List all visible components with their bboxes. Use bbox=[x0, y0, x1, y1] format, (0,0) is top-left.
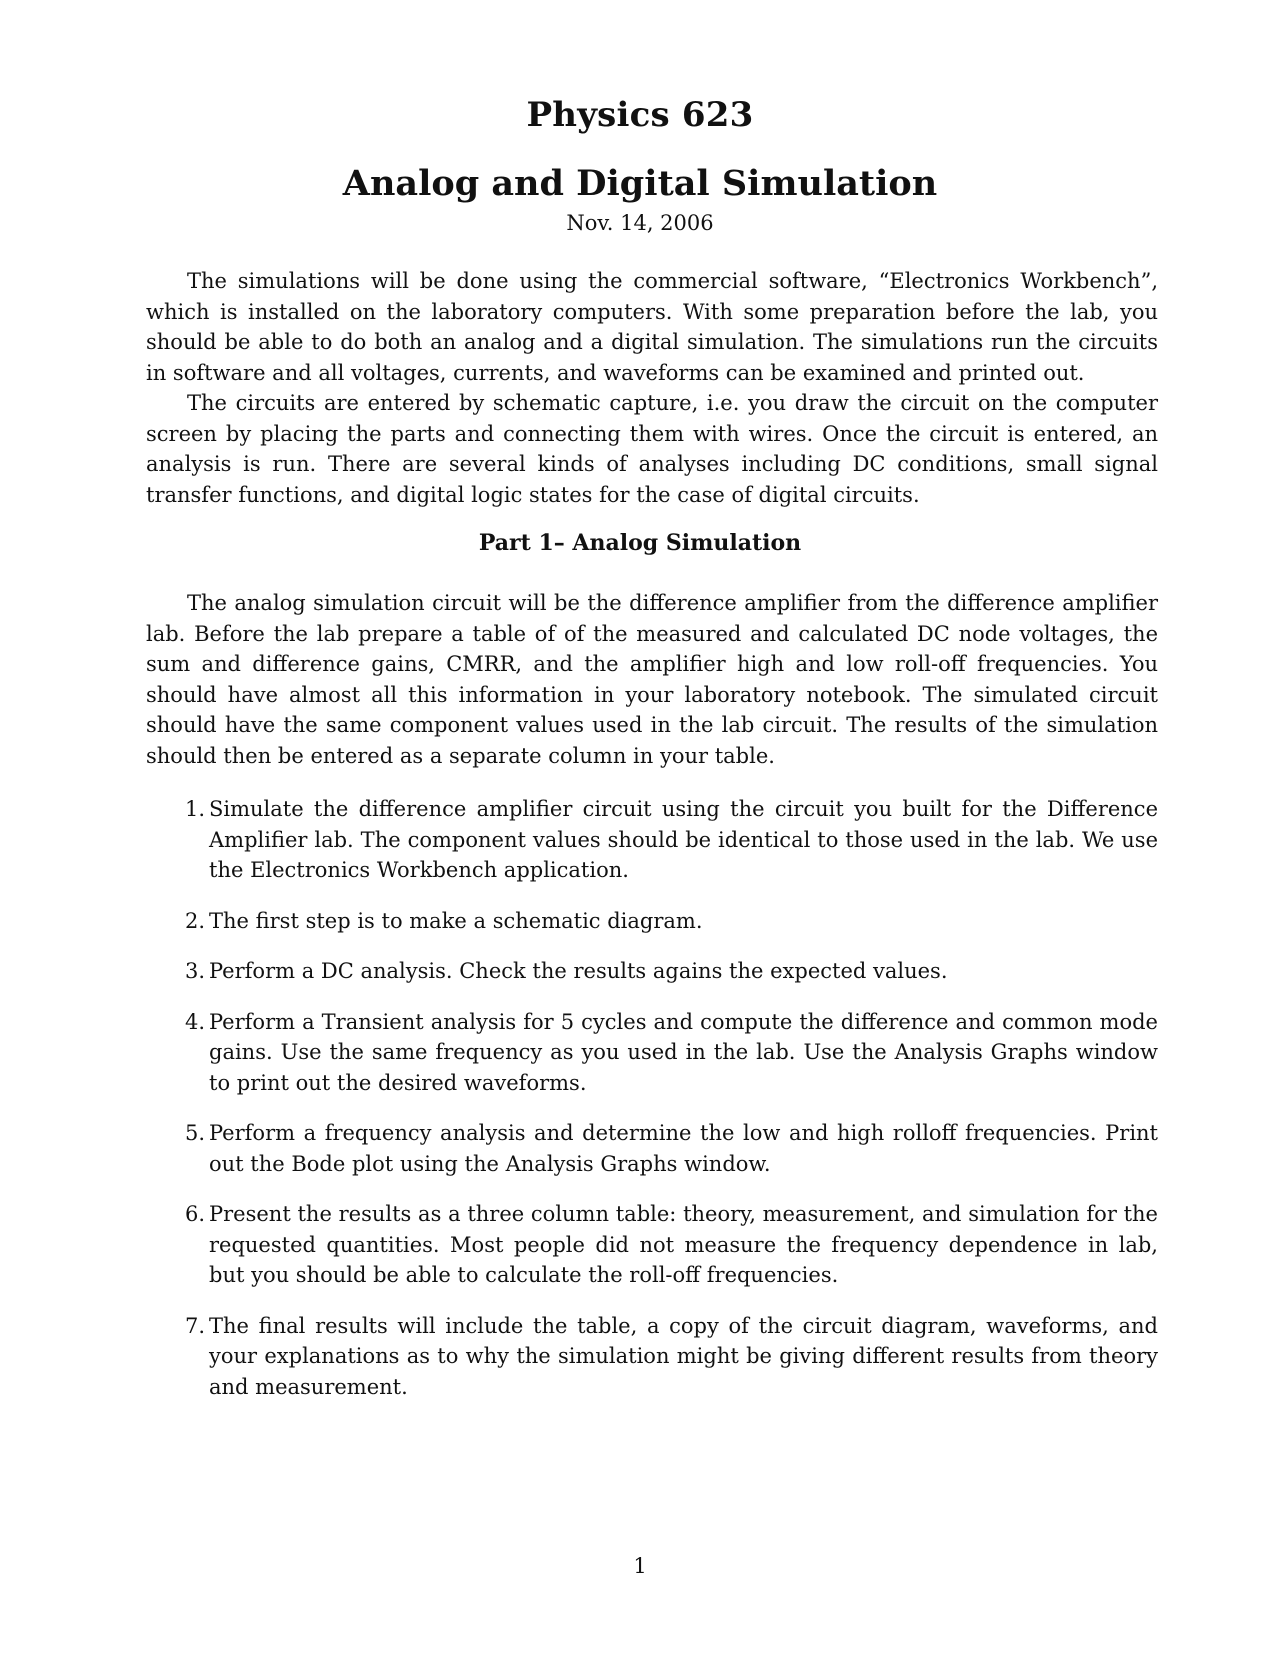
step-number: 4. bbox=[184, 1009, 205, 1034]
step-text: Perform a frequency analysis and determine the low and high rolloff frequencies. Print out the Bode plot using the Analysis Graphs window. bbox=[209, 1121, 1158, 1176]
step-item-3 bbox=[146, 956, 1158, 987]
step-text: The final results will include the table, a copy of the circuit diagram, waveforms, and your explanations as to why the simulation might be giving different results from theory and measurement. bbox=[209, 1313, 1158, 1399]
document-date: Nov. 14, 2006 bbox=[566, 211, 714, 235]
analog-intro-paragraph: The analog simulation circuit will be the difference amplifier from the difference amplifier lab. Before the lab prepare a table of of the measured and calculated DC node voltages, the sum and difference gains, CMRR, and the amplifier high and low roll-off frequencies. You should have almost all this information in your laboratory notebook. The simulated circuit should have the same component values used in the lab circuit. The results of the simulation should then be entered as a separate column in your table. bbox=[146, 591, 1158, 768]
step-item-2 bbox=[146, 906, 1158, 937]
step-number: 2. bbox=[184, 908, 205, 933]
step-text: The first step is to make a schematic diagram. bbox=[209, 908, 703, 933]
step-item-4 bbox=[146, 1007, 1158, 1099]
step-item-7 bbox=[146, 1311, 1158, 1403]
step-number: 7. bbox=[184, 1313, 205, 1338]
step-item-6 bbox=[146, 1199, 1158, 1291]
part-1-heading: Part 1– Analog Simulation bbox=[478, 530, 802, 556]
step-text: Simulate the difference amplifier circuit using the circuit you built for the Difference Amplifier lab. The component values should be identical to those used in the lab. We use the Electronics Workbench application. bbox=[209, 797, 1158, 882]
analog-intro-section bbox=[146, 588, 1158, 771]
step-text: Perform a DC analysis. Check the results agains the expected values. bbox=[209, 959, 948, 983]
simulation-steps-list bbox=[146, 794, 1158, 1422]
step-item-1 bbox=[146, 794, 1158, 886]
step-item-5 bbox=[146, 1118, 1158, 1179]
step-text: Present the results as a three column table: theory, measurement, and simulation for the requested quantities. Most people did not measure the frequency dependence in lab, but you should be able to calculate the roll-off frequencies. bbox=[209, 1202, 1158, 1287]
step-number: 3. bbox=[184, 959, 205, 983]
step-text: Perform a Transient analysis for 5 cycles and compute the difference and common mode gains. Use the same frequency as you used in the lab. Use the Analysis Graphs window to print out the desired waveforms. bbox=[209, 1009, 1158, 1095]
page-number: 1 bbox=[633, 1554, 647, 1578]
document-title: Analog and Digital Simulation bbox=[342, 163, 938, 204]
intro-paragraph-2: The circuits are entered by schematic capture, i.e. you draw the circuit on the computer screen by placing the parts and connecting them with wires. Once the circuit is entered, an analysis is run. There are several kinds of analyses including DC conditions, small signal transfer functions, and digital logic states for the case of digital circuits. bbox=[146, 391, 1158, 507]
intro-paragraph-1: The simulations will be done using the commercial software, “Electronics Workbench”, which is installed on the laboratory computers. With some preparation before the lab, you should be able to do both an analog and a digital simulation. The simulations run the circuits in software and all voltages, currents, and waveforms can be examined and printed out. bbox=[146, 269, 1158, 385]
step-number: 5. bbox=[184, 1121, 205, 1145]
step-number: 6. bbox=[184, 1202, 205, 1226]
intro-section bbox=[146, 266, 1158, 510]
course-title: Physics 623 bbox=[526, 95, 754, 135]
step-number: 1. bbox=[184, 797, 205, 821]
